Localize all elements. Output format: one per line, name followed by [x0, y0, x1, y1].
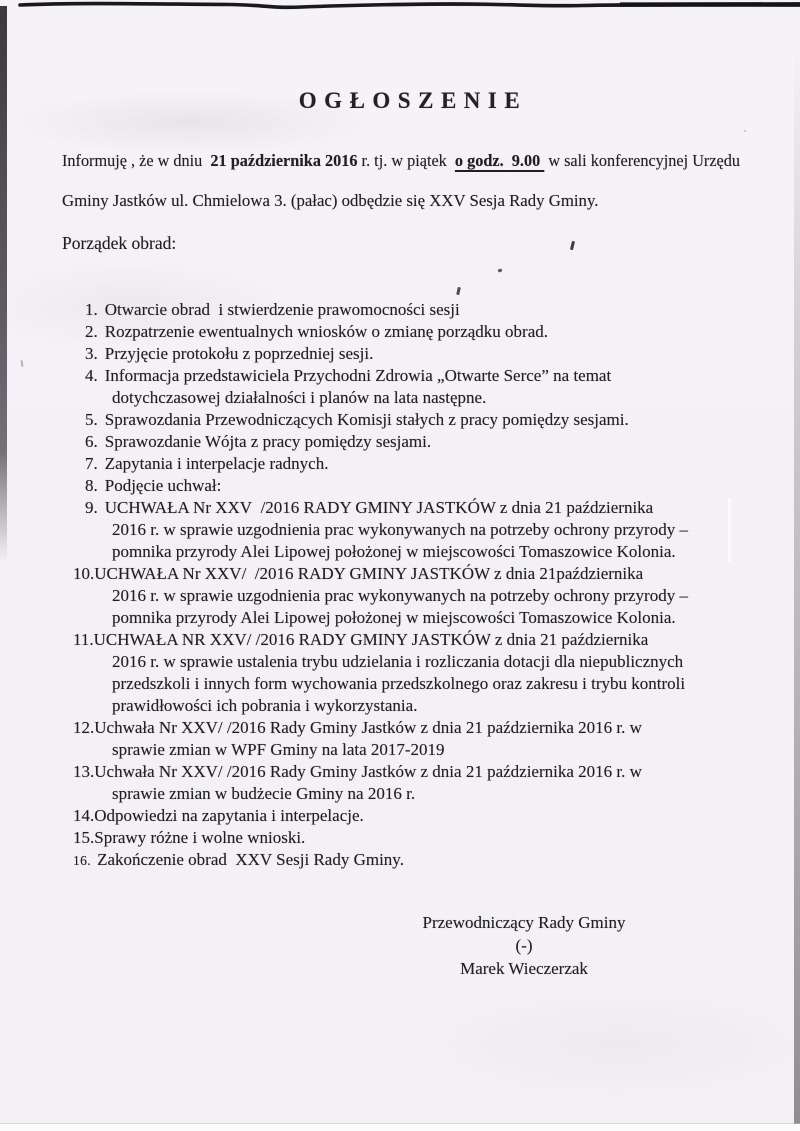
- agenda-item-number: 11.: [73, 630, 94, 649]
- agenda-item-number: 3.: [85, 344, 98, 363]
- agenda-item: 12.Uchwała Nr XXV/ /2016 Rady Gminy Jastków z dnia 21 października 2016 r. w sprawie zmian w WPF Gminy na lata 2017-2019: [73, 718, 642, 759]
- scan-speck: [744, 130, 746, 132]
- agenda-item: 10.UCHWAŁA Nr XXV/ /2016 RADY GMINY JASTKÓW z dnia 21października 2016 r. w sprawie uzgodnienia prac wykonywanych na potrzeby ochrony przyrody – pomnika przyrody Alei Lipowej położonej w miejscowości Tomaszowice Kolonia.: [73, 564, 688, 627]
- scan-edge-bottom: [0, 1124, 800, 1131]
- scan-edge-top: [0, 0, 800, 14]
- intro-segment: 21 października 2016: [210, 151, 358, 170]
- agenda-item-number: 6.: [85, 432, 98, 451]
- intro-segment: r. tj. w piątek: [357, 151, 455, 170]
- agenda-item-number: 4.: [85, 366, 98, 385]
- scan-edge-right: [794, 46, 800, 1131]
- agenda-item: 8. Podjęcie uchwał:: [85, 476, 222, 495]
- agenda-item-number: 10.: [73, 564, 95, 583]
- agenda-item: 11.UCHWAŁA NR XXV/ /2016 RADY GMINY JASTKÓW z dnia 21 października 2016 r. w sprawie ustalenia trybu udzielania i rozliczania dotacji dla niepublicznych przedszkoli i innych form wychowania przedszkolnego oraz zakresu i trybu kontroli prawidłowości ich pobrania i wykorzystania.: [73, 630, 686, 715]
- agenda-item-number: 1.: [85, 300, 98, 319]
- agenda-item-number: 7.: [85, 454, 98, 473]
- agenda-item: 15.Sprawy różne i wolne wnioski.: [73, 828, 306, 847]
- agenda-item-number: 2.: [85, 322, 98, 341]
- agenda-item: 16. Zakończenie obrad XXV Sesji Rady Gminy.: [73, 850, 404, 869]
- agenda-item-number: 16.: [73, 853, 92, 868]
- intro-line2: Gminy Jastków ul. Chmielowa 3. (pałac) odbędzie się XXV Sesja Rady Gminy.: [62, 191, 599, 210]
- agenda-item: 5. Sprawozdania Przewodniczących Komisji stałych z pracy pomiędzy sesjami.: [85, 410, 629, 429]
- scan-speck: [21, 360, 24, 367]
- agenda-item-number: 14.: [73, 806, 95, 825]
- intro-segment: o godz. 9.00: [454, 151, 545, 170]
- agenda-item-number: 5.: [85, 410, 98, 429]
- agenda-item: 13.Uchwała Nr XXV/ /2016 Rady Gminy Jastków z dnia 21 października 2016 r. w sprawie zmian w budżecie Gminy na 2016 r.: [73, 762, 642, 803]
- agenda-item: 9. UCHWAŁA Nr XXV /2016 RADY GMINY JASTKÓW z dnia 21 października 2016 r. w sprawie uzgodnienia prac wykonywanych na potrzeby ochrony przyrody – pomnika przyrody Alei Lipowej położonej w miejscowości Tomaszowice Kolonia.: [85, 498, 688, 561]
- signature-role: Przewodniczący Rady Gminy: [422, 913, 626, 932]
- scan-speck: [570, 241, 575, 250]
- intro-segment: w sali konferencyjnej Urzędu: [544, 151, 740, 170]
- scan-speck: [456, 287, 461, 295]
- agenda-item-number: 13.: [73, 762, 95, 781]
- document-title: OGŁOSZENIE: [298, 88, 528, 114]
- agenda-item: 14.Odpowiedzi na zapytania i interpelacje.: [73, 806, 364, 825]
- signature-sign: (-): [515, 936, 533, 955]
- agenda-item: 6. Sprawozdanie Wójta z pracy pomiędzy sesjami.: [85, 432, 432, 451]
- agenda-item: 7. Zapytania i interpelacje radnych.: [85, 454, 329, 473]
- signature-block: [376, 911, 672, 980]
- agenda-item-number: 8.: [85, 476, 98, 495]
- agenda-item: 1. Otwarcie obrad i stwierdzenie prawomocności sesji: [85, 300, 460, 319]
- agenda-item-number: 15.: [73, 828, 95, 847]
- agenda-heading: Porządek obrad:: [62, 233, 177, 253]
- agenda-item: 3. Przyjęcie protokołu z poprzedniej sesji.: [85, 344, 374, 363]
- intro-segment: Informuję , że w dniu: [62, 151, 211, 170]
- signature-name: Marek Wieczerzak: [460, 959, 588, 978]
- agenda-item: 2. Rozpatrzenie ewentualnych wniosków o zmianę porządku obrad.: [85, 322, 549, 341]
- agenda-item-number: 9.: [85, 498, 98, 517]
- agenda-item-number: 12.: [73, 718, 95, 737]
- agenda-list: [62, 299, 774, 872]
- scan-speck: [498, 268, 503, 272]
- intro-line1: [62, 141, 740, 181]
- intro-paragraph: [62, 141, 740, 221]
- agenda-item: 4. Informacja przedstawiciela Przychodni Zdrowia „Otwarte Serce” na temat dotychczasowej działalności i planów na lata następne.: [85, 366, 612, 407]
